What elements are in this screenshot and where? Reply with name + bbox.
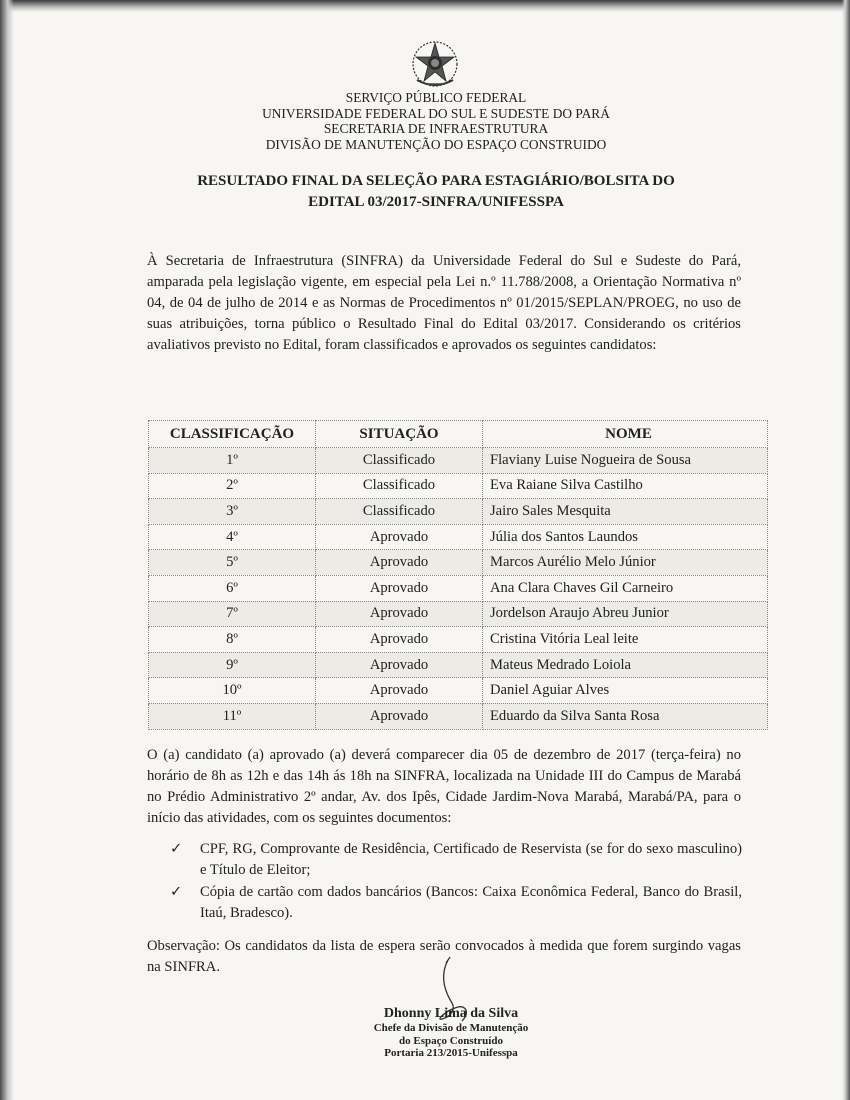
cell-nome: Jairo Sales Mesquita: [483, 499, 768, 525]
table-row: [149, 575, 768, 601]
intro-paragraph: À Secretaria de Infraestrutura (SINFRA) da Universidade Federal do Sul e Sudeste do Pará, amparada pela legislação vigente, em especial pela Lei n.º 11.788/2008, a Orientação Normativa nº 04, de 04 de julho de 2014 e as Normas de Procedimentos nº 01/2015/SEPLAN/PROEG, no uso de suas atribuições, torna público o Resultado Final do Edital 03/2017. Considerando os critérios avaliativos previsto no Edital, foram classificados e aprovados os seguintes candidatos:: [147, 253, 741, 353]
signer-role: Chefe da Divisão de Manutenção: [373, 1022, 529, 1034]
cell-classificacao: 7º: [149, 601, 316, 627]
cell-classificacao: 4º: [149, 524, 316, 550]
institution-header: [0, 90, 850, 152]
cell-nome: Marcos Aurélio Melo Júnior: [483, 550, 768, 576]
document-title: [0, 171, 850, 213]
instructions-paragraph: O (a) candidato (a) aprovado (a) deverá comparecer dia 05 de dezembro de 2017 (terça-feira) no horário de 8h as 12h e das 14h ás 18h na SINFRA, localizada na Unidade III do Campus de Marabá no Prédio Administrativo 2º andar, Av. dos Ipês, Cidade Jardim-Nova Marabá, Marabá/PA, para o início das atividades, com os seguintes documentos:: [147, 747, 741, 826]
cell-nome: Flaviany Luise Nogueira de Sousa: [483, 448, 768, 474]
header-classificacao: CLASSIFICAÇÃO: [149, 421, 316, 448]
cell-situacao: Aprovado: [316, 652, 483, 678]
cell-classificacao: 11º: [149, 703, 316, 729]
table-row: [149, 448, 768, 474]
table-header-row: [149, 421, 768, 448]
table-row: [149, 601, 768, 627]
cell-classificacao: 10º: [149, 678, 316, 704]
list-item-text: Cópia de cartão com dados bancários (Bancos: Caixa Econômica Federal, Banco do Brasil, Itaú, Bradesco).: [200, 884, 742, 921]
signer-department: do Espaço Construído: [399, 1034, 503, 1047]
checkmark-icon: ✓: [170, 841, 183, 857]
header-line: UNIVERSIDADE FEDERAL DO SUL E SUDESTE DO PARÁ: [262, 105, 610, 121]
cell-classificacao: 9º: [149, 652, 316, 678]
scan-edge-right: [842, 0, 850, 1100]
header-nome: NOME: [483, 421, 768, 448]
cell-nome: Cristina Vitória Leal leite: [483, 627, 768, 653]
signer-ordinance: Portaria 213/2015-Unifesspa: [384, 1047, 518, 1059]
cell-nome: Ana Clara Chaves Gil Carneiro: [483, 575, 768, 601]
cell-classificacao: 2º: [149, 473, 316, 499]
cell-situacao: Aprovado: [316, 575, 483, 601]
list-item: [170, 839, 742, 881]
cell-nome: Jordelson Araujo Abreu Junior: [483, 601, 768, 627]
cell-nome: Mateus Medrado Loiola: [483, 652, 768, 678]
table-row: [149, 678, 768, 704]
table-row: [149, 550, 768, 576]
cell-classificacao: 6º: [149, 575, 316, 601]
cell-nome: Eva Raiane Silva Castilho: [483, 473, 768, 499]
cell-classificacao: 1º: [149, 448, 316, 474]
checkmark-icon: ✓: [170, 884, 183, 900]
header-line: SECRETARIA DE INFRAESTRUTURA: [323, 121, 549, 136]
table-row: [149, 652, 768, 678]
table-row: [149, 473, 768, 499]
cell-situacao: Aprovado: [316, 678, 483, 704]
cell-classificacao: 5º: [149, 550, 316, 576]
list-item: [170, 882, 742, 924]
cell-classificacao: 8º: [149, 627, 316, 653]
documents-list: [170, 839, 742, 925]
cell-classificacao: 3º: [149, 499, 316, 525]
header-situacao: SITUAÇÃO: [316, 421, 483, 448]
cell-situacao: Classificado: [316, 473, 483, 499]
observation-paragraph: Observação: Os candidatos da lista de espera serão convocados à medida que forem surgindo vagas na SINFRA.: [147, 938, 741, 975]
signature-stamp: [366, 1006, 536, 1060]
title-line-2: EDITAL 03/2017-SINFRA/UNIFESSPA: [308, 194, 564, 210]
cell-situacao: Classificado: [316, 448, 483, 474]
cell-situacao: Aprovado: [316, 550, 483, 576]
cell-nome: Daniel Aguiar Alves: [483, 678, 768, 704]
list-item-text: CPF, RG, Comprovante de Residência, Certificado de Reservista (se for do sexo masculino) e Título de Eleitor;: [200, 841, 742, 878]
scan-edge-top: [0, 0, 850, 12]
table-row: [149, 627, 768, 653]
table-row: [149, 499, 768, 525]
cell-situacao: Aprovado: [316, 524, 483, 550]
signer-name: Dhonny Lima da Silva: [383, 1006, 519, 1021]
cell-situacao: Aprovado: [316, 703, 483, 729]
title-line-1: RESULTADO FINAL DA SELEÇÃO PARA ESTAGIÁRIO/BOLSITA DO: [197, 173, 675, 189]
cell-situacao: Aprovado: [316, 601, 483, 627]
results-table: [148, 420, 768, 730]
cell-nome: Júlia dos Santos Laundos: [483, 524, 768, 550]
header-line: SERVIÇO PÚBLICO FEDERAL: [345, 90, 527, 105]
scan-edge-left: [0, 0, 14, 1100]
cell-situacao: Aprovado: [316, 627, 483, 653]
table-row: [149, 703, 768, 729]
brazil-coat-of-arms-icon: [411, 40, 459, 90]
cell-situacao: Classificado: [316, 499, 483, 525]
cell-nome: Eduardo da Silva Santa Rosa: [483, 703, 768, 729]
table-row: [149, 524, 768, 550]
header-line: DIVISÃO DE MANUTENÇÃO DO ESPAÇO CONSTRUIDO: [265, 136, 607, 152]
